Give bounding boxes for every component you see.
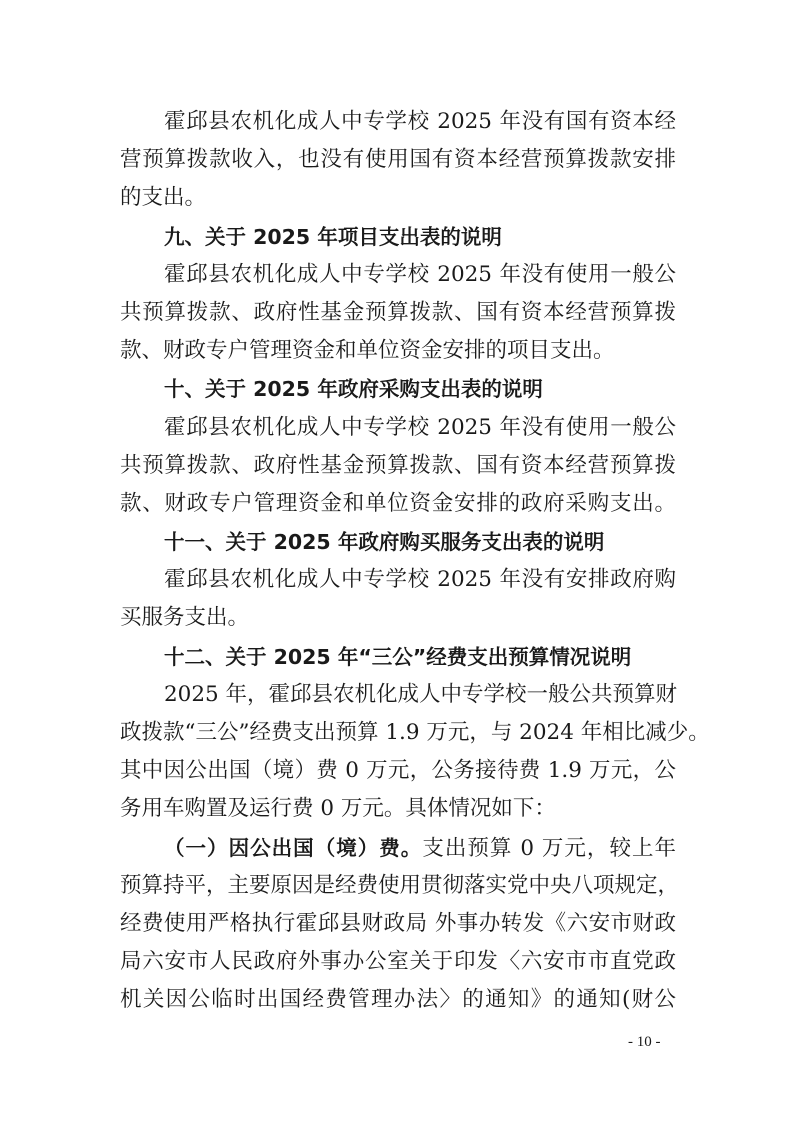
page-number: - 10 - (628, 1034, 661, 1050)
text-line: 霍邱县农机化成人中专学校 2025 年没有安排政府购 (164, 567, 676, 593)
text-line: 霍邱县农机化成人中专学校 2025 年没有国有资本经 (164, 109, 676, 134)
text-line: 霍邱县农机化成人中专学校 2025 年没有使用一般公 (164, 414, 676, 440)
section-heading-11: 十一、关于 2025 年政府购买服务支出表的说明 (164, 530, 605, 555)
text-line (120, 829, 676, 867)
text-line: 共预算拨款、政府性基金预算拨款、国有资本经营预算拨 (120, 299, 676, 325)
section-heading-10: 十、关于 2025 年政府采购支出表的说明 (164, 377, 543, 402)
text-line: 款、财政专户管理资金和单位资金安排的政府采购支出。 (120, 490, 676, 516)
text-line: 政拨款“三公”经费支出预算 1.9 万元，与 2024 年相比减少。 (120, 720, 710, 745)
text-line: 共预算拨款、政府性基金预算拨款、国有资本经营预算拨 (120, 452, 676, 478)
section-heading-12: 十二、关于 2025 年“三公”经费支出预算情况说明 (164, 644, 632, 669)
text-run: 支出预算 0 万元，较上年 (422, 835, 676, 861)
text-line: 款、财政专户管理资金和单位资金安排的项目支出。 (120, 338, 615, 364)
text-line: 霍邱县农机化成人中专学校 2025 年没有使用一般公 (164, 261, 676, 287)
text-line: 其中因公出国（境）费 0 万元，公务接待费 1.9 万元，公 (120, 758, 676, 784)
section-heading-9: 九、关于 2025 年项目支出表的说明 (164, 224, 502, 249)
text-line: 2025 年，霍邱县农机化成人中专学校一般公共预算财 (164, 681, 678, 707)
document-body (120, 103, 710, 1020)
subsection-title: （一）因公出国（境）费。 (164, 835, 423, 860)
text-line: 经费使用严格执行霍邱县财政局 外事办转发《六安市财政 (120, 910, 676, 936)
text-line: 买服务支出。 (120, 605, 250, 631)
text-line: 机关因公临时出国经费管理办法〉的通知》的通知(财公 (120, 987, 676, 1013)
text-line: 预算持平，主要原因是经费使用贯彻落实党中央八项规定， (120, 872, 680, 898)
text-line: 务用车购置及运行费 0 万元。具体情况如下： (120, 796, 556, 822)
text-line: 营预算拨款收入，也没有使用国有资本经营预算拨款安排 (120, 147, 676, 173)
text-line: 局六安市人民政府外事办公室关于印发〈六安市市直党政 (120, 949, 676, 975)
text-line: 的支出。 (120, 185, 207, 211)
